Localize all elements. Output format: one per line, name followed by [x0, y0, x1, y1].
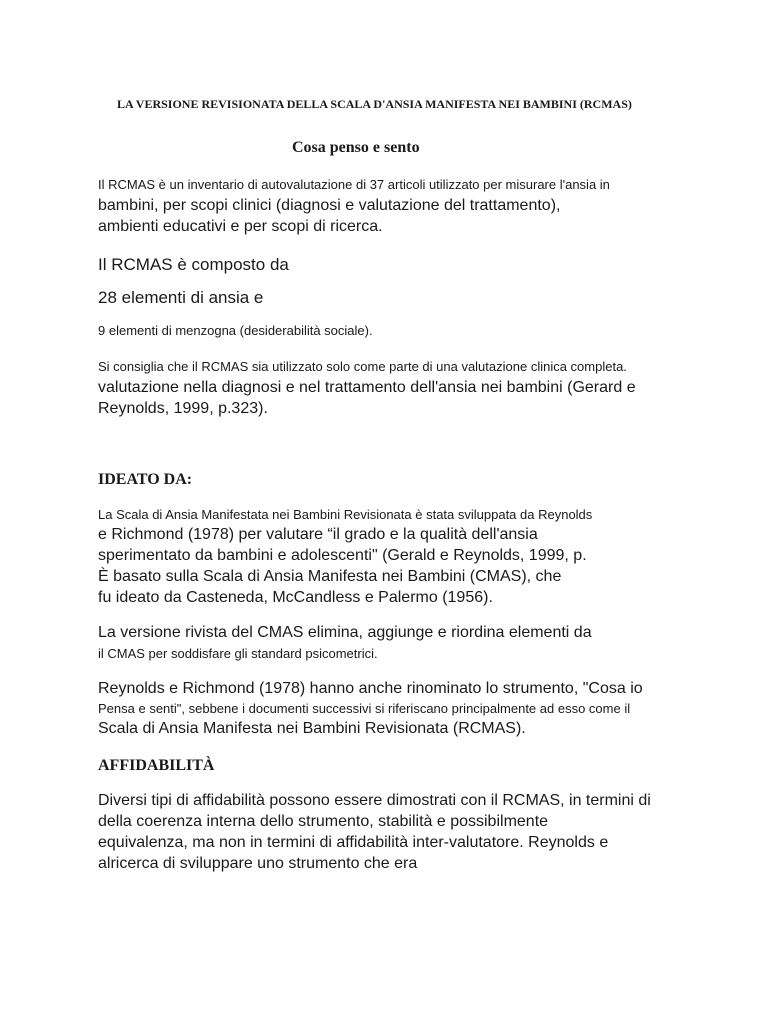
ideato-para2-line-2: il CMAS per soddisfare gli standard psicometrici.: [98, 646, 378, 661]
ideato-para1-line-5: fu ideato da Casteneda, McCandless e Palermo (1956).: [98, 589, 493, 606]
section-heading-ideato: IDEATO DA:: [98, 471, 193, 488]
document-subtitle: Cosa penso e sento: [292, 139, 420, 156]
recommendation-line-3: Reynolds, 1999, p.323).: [98, 400, 268, 417]
ideato-para1-line-4: È basato sulla Scala di Ansia Manifesta nei Bambini (CMAS), che: [98, 568, 562, 585]
ideato-para3-line-1: Reynolds e Richmond (1978) hanno anche rinominato lo strumento, "Cosa io: [98, 680, 643, 697]
section-heading-affidabilita: AFFIDABILITÀ: [98, 757, 215, 774]
ideato-para3-line-2: Pensa e senti", sebbene i documenti successivi si riferiscano principalmente ad esso come il: [98, 701, 631, 716]
recommendation-line-1: Si consiglia che il RCMAS sia utilizzato solo come parte di una valutazione clinica completa.: [98, 359, 627, 374]
ideato-para1-line-3: sperimentato da bambini e adolescenti" (Gerald e Reynolds, 1999, p.: [98, 547, 587, 564]
affidabilita-line-1: Diversi tipi di affidabilità possono essere dimostrati con il RCMAS, in termini di: [98, 792, 651, 809]
ideato-para3-line-3: Scala di Ansia Manifesta nei Bambini Revisionata (RCMAS).: [98, 720, 526, 737]
composition-item-1: 28 elementi di ansia e: [98, 288, 264, 307]
affidabilita-line-2: della coerenza interna dello strumento, stabilità e possibilmente: [98, 813, 549, 830]
affidabilita-line-4: alricerca di sviluppare uno strumento che era: [98, 855, 418, 872]
affidabilita-line-3: equivalenza, ma non in termini di affidabilità inter-valutatore. Reynolds e: [98, 834, 609, 851]
composition-lead: Il RCMAS è composto da: [98, 255, 289, 274]
recommendation-line-2: valutazione nella diagnosi e nel trattamento dell'ansia nei bambini (Gerard e: [98, 379, 636, 396]
ideato-para1-line-2: e Richmond (1978) per valutare “il grado e la qualità dell'ansia: [98, 526, 538, 543]
intro-line-1: Il RCMAS è un inventario di autovalutazione di 37 articoli utilizzato per misurare l'ansia in: [98, 177, 610, 192]
intro-line-3: ambienti educativi e per scopi di ricerca.: [98, 218, 383, 235]
document-title: LA VERSIONE REVISIONATA DELLA SCALA D'ANSIA MANIFESTA NEI BAMBINI (RCMAS): [117, 97, 632, 111]
ideato-para2-line-1: La versione rivista del CMAS elimina, aggiunge e riordina elementi da: [98, 624, 592, 641]
composition-item-2: 9 elementi di menzogna (desiderabilità sociale).: [98, 323, 373, 338]
intro-line-2: bambini, per scopi clinici (diagnosi e valutazione del trattamento),: [98, 197, 561, 214]
ideato-para1-line-1: La Scala di Ansia Manifestata nei Bambini Revisionata è stata sviluppata da Reynolds: [98, 507, 593, 522]
